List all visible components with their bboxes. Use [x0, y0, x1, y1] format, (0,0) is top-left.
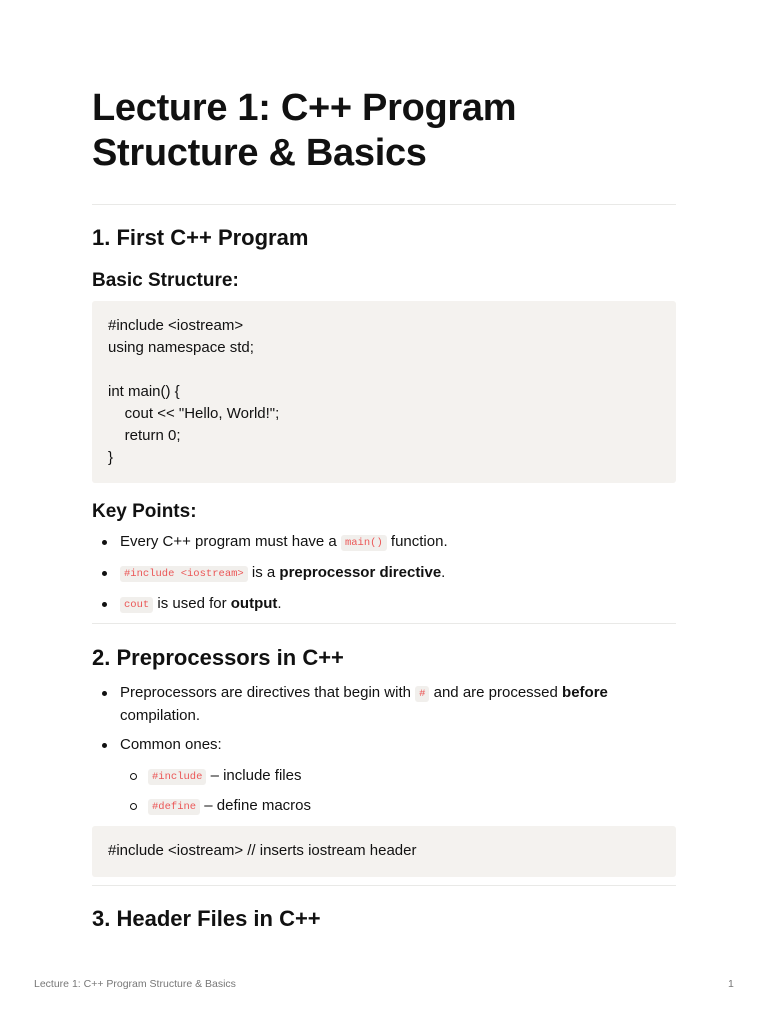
divider [92, 885, 676, 886]
section-heading-preprocessors: 2. Preprocessors in C++ [92, 645, 344, 670]
subheading-key-points: Key Points: [92, 501, 197, 522]
bullet-icon [102, 602, 107, 607]
preprocessor-sublist [120, 765, 676, 825]
code-block-hello-world: #include <iostream> using namespace std; int main() { cout << "Hello, World!"; return 0; } [92, 301, 676, 483]
section-heading-first-program: 1. First C++ Program [92, 225, 309, 250]
list-item: #define – define macros [120, 795, 676, 825]
inline-code: #define [148, 799, 200, 815]
bullet-icon [102, 743, 107, 748]
preprocessor-list [92, 682, 676, 764]
inline-code: # [415, 686, 429, 702]
bullet-icon [102, 571, 107, 576]
code-block-include: #include <iostream> // inserts iostream header [92, 826, 676, 877]
bullet-icon [102, 540, 107, 545]
divider [92, 623, 676, 624]
inline-code: #include [148, 769, 206, 785]
footer-title: Lecture 1: C++ Program Structure & Basics [34, 978, 236, 990]
key-points-list [92, 531, 676, 624]
divider [92, 204, 676, 205]
inline-code: #include <iostream> [120, 566, 248, 582]
subheading-basic-structure: Basic Structure: [92, 270, 239, 291]
page-title: Lecture 1: C++ Program Structure & Basics [92, 87, 517, 174]
list-item: #include <iostream> is a preprocessor directive. [92, 562, 676, 593]
list-item: #include – include files [120, 765, 676, 795]
list-item: Common ones: [92, 734, 676, 764]
list-item: cout is used for output. [92, 593, 676, 624]
section-heading-header-files: 3. Header Files in C++ [92, 906, 321, 931]
circle-bullet-icon [130, 803, 137, 810]
list-item: Preprocessors are directives that begin with # and are processed before compilation. [92, 682, 676, 734]
inline-code: main() [341, 535, 387, 551]
circle-bullet-icon [130, 773, 137, 780]
inline-code: cout [120, 597, 153, 613]
footer-page-number: 1 [728, 978, 734, 990]
list-item: Every C++ program must have a main() function. [92, 531, 676, 562]
bullet-icon [102, 691, 107, 696]
